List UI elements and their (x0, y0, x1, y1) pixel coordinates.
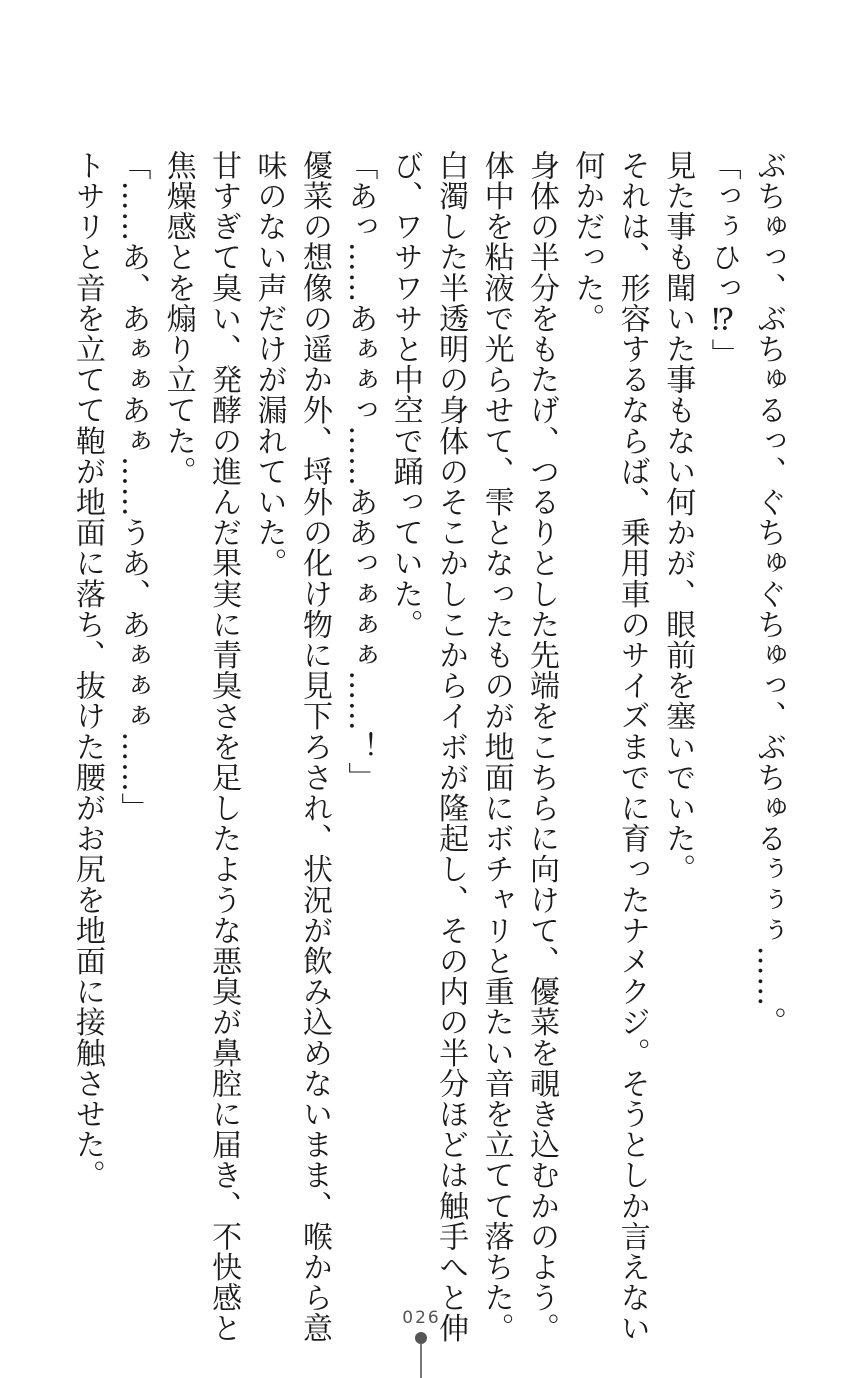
text-line-3: 見た事も聞いた事もない何かが、眼前を塞いでいた。 (660, 150, 696, 885)
text-line-7: 体中を粘液で光らせて、雫となったものが地面にボチャリと重たい音を立てて落ちた。 (478, 150, 514, 1344)
text-line-11: 優菜の想像の遥か外、埒外の化け物に見下ろされ、状況が飲み込めないまま、喉から意 (296, 150, 332, 1344)
text-line-10: 「あっ……あぁぁっ……ああっぁぁぁ……！」 (342, 150, 378, 793)
text-line-14: 焦燥感とを煽り立てた。 (160, 150, 196, 487)
text-line-8: 白濁した半透明の身体のそこかしこからイボが隆起し、その内の半分ほどは触手へと伸 (433, 150, 469, 1344)
text-line-6: 身体の半分をもたげ、つるりとした先端をこちらに向けて、優菜を覗き込むかのよう。 (523, 150, 559, 1344)
text-line-1: ぶちゅっ、ぶちゅるっ、ぐちゅぐちゅっ、ぶちゅるぅぅぅ……。 (751, 150, 786, 1038)
text-line-2: 「っぅひっ⁉」 (705, 150, 741, 370)
text-line-15: 「……あ、あぁぁあぁ……うあ、あぁぁぁ……」 (115, 150, 151, 824)
folio-line-ornament (420, 1344, 422, 1378)
text-line-9: び、ワサワサと中空で踊っていた。 (387, 150, 423, 640)
text-line-5: 何かだった。 (569, 150, 605, 334)
folio-dot-ornament (415, 1332, 427, 1344)
text-line-4: それは、形容するならば、乗用車のサイズまでに育ったナメクジ。そうとしか言えない (614, 150, 650, 1344)
text-line-13: 甘すぎて臭い、発酵の進んだ果実に青臭さを足したような悪臭が鼻腔に届き、不快感と (206, 150, 242, 1344)
text-line-12: 味のない声だけが漏れていた。 (251, 150, 287, 579)
text-line-16: トサリと音を立てて鞄が地面に落ち、抜けた腰がお尻を地面に接触させた。 (69, 150, 105, 1191)
page-number: 026 (402, 1308, 441, 1328)
